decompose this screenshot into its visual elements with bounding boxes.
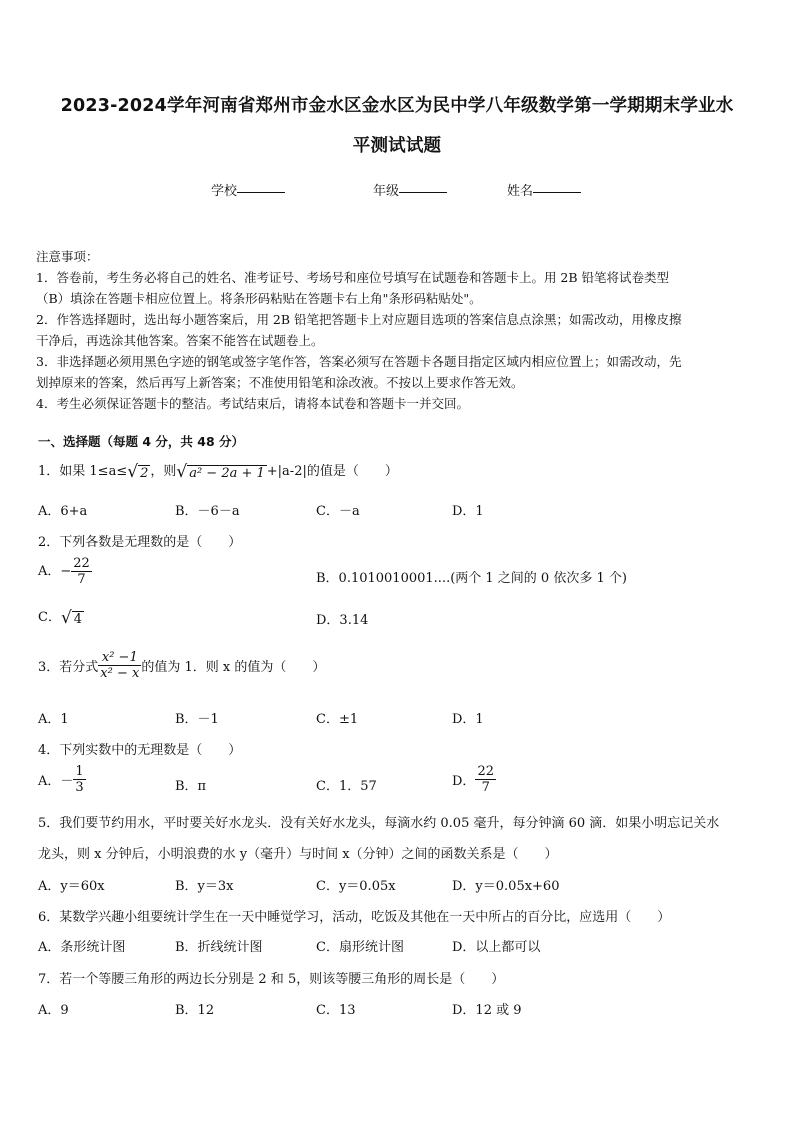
q1-text: ，则	[150, 464, 177, 479]
q6-option-a[interactable]: A．条形统计图	[38, 940, 126, 955]
q5-option-d[interactable]: D．y＝0.05x+60	[452, 879, 560, 894]
q1-text: 1．如果 1≤a≤	[38, 464, 128, 479]
notes-heading: 注意事项：	[36, 249, 99, 264]
note-line: 4．考生必须保证答题卡的整洁。考试结束后，请将本试卷和答题卡一并交回。	[36, 396, 469, 411]
title-line-2: 平测试试题	[352, 136, 442, 156]
q3-option-c[interactable]: C．±1	[316, 712, 359, 727]
q1-option-b[interactable]: B．－6－a	[175, 504, 240, 519]
q7-option-c[interactable]: C．13	[316, 1003, 356, 1018]
question-1-stem	[38, 460, 398, 482]
q4-option-a[interactable]: A．－ $\frac{1}{3}$	[38, 764, 84, 795]
fraction: $\frac{22}{7}$	[477, 764, 494, 795]
q4-option-c[interactable]: C．1．57	[316, 779, 377, 794]
name-label: 姓名	[507, 184, 534, 199]
note-line: 干净后，再选涂其他答案。答案不能答在试题卷上。	[36, 333, 324, 348]
q4-option-b[interactable]: B．π	[175, 779, 207, 794]
document-title	[30, 86, 764, 166]
question-5-line-1: 5．我们要节约用水，平时要关好水龙头．没有关好水龙头，每滴水约 0.05 毫升，每分钟滴 60 滴．如果小明忘记关水	[38, 816, 720, 831]
grade-blank[interactable]	[399, 180, 447, 193]
school-label: 学校	[211, 184, 238, 199]
q5-option-c[interactable]: C．y＝0.05x	[316, 879, 396, 894]
name-blank[interactable]	[533, 180, 581, 193]
q2-option-d[interactable]: D．3.14	[316, 613, 369, 628]
q2-option-c[interactable]: C．√ 4	[38, 607, 83, 628]
q1-text: +|a-2|的值是（ ）	[266, 464, 398, 479]
grade-field[interactable]	[373, 180, 399, 199]
question-7-stem: 7．若一个等腰三角形的两边长分别是 2 和 5，则该等腰三角形的周长是（ ）	[38, 972, 505, 987]
q6-option-b[interactable]: B．折线统计图	[175, 940, 263, 955]
q1-option-c[interactable]: C．－a	[316, 504, 360, 519]
student-info-row	[0, 180, 794, 200]
question-3-stem: 3．若分式 $\frac{\text{x² −1}}{\text{x² − x}}$ 的值为 1．则 x 的值为（ ）	[38, 650, 326, 681]
notes-block	[36, 246, 762, 414]
school-blank[interactable]	[237, 180, 285, 193]
q4-option-d[interactable]: D． $\frac{22}{7}$	[452, 764, 494, 795]
sqrt-expression: √ a² − 2a + 1	[176, 461, 265, 482]
q7-option-a[interactable]: A．9	[38, 1003, 69, 1018]
question-4-stem: 4．下列实数中的无理数是（ ）	[38, 743, 242, 758]
q3-option-a[interactable]: A．1	[38, 712, 69, 727]
school-field[interactable]	[211, 180, 237, 199]
q3-option-b[interactable]: B．－1	[175, 712, 219, 727]
q1-option-a[interactable]: A．6+a	[38, 504, 88, 519]
note-line: 1．答卷前，考生务必将自己的姓名、准考证号、考场号和座位号填写在试题卷和答题卡上。用 2B 铅笔将试卷类型	[36, 270, 670, 285]
title-line-1: 2023-2024学年河南省郑州市金水区金水区为民中学八年级数学第一学期期末学业水	[60, 96, 734, 116]
q3-option-d[interactable]: D．1	[452, 712, 484, 727]
note-line: 划掉原来的答案，然后再写上新答案；不准使用铅笔和涂改液。不按以上要求作答无效。	[36, 375, 524, 390]
sqrt-4: √ 4	[60, 607, 83, 628]
fraction: $\frac{\text{x² −1}}{\text{x² − x}}$	[100, 650, 140, 681]
q2-option-a[interactable]: A．− $\frac{22}{7}$	[38, 556, 90, 587]
q2-option-b[interactable]: B．0.1010010001....(两个 1 之间的 0 依次多 1 个)	[316, 571, 627, 586]
q5-option-b[interactable]: B．y＝3x	[175, 879, 234, 894]
q1-option-d[interactable]: D．1	[452, 504, 484, 519]
section-heading: 一、选择题（每题 4 分，共 48 分）	[38, 434, 245, 449]
q5-option-a[interactable]: A．y＝60x	[38, 879, 105, 894]
q7-option-d[interactable]: D．12 或 9	[452, 1003, 522, 1018]
grade-label: 年级	[373, 184, 400, 199]
q6-option-d[interactable]: D．以上都可以	[452, 940, 541, 955]
note-line: 3．非选择题必须用黑色字迹的钢笔或签字笔作答，答案必须写在答题卡各题目指定区域内相应位置上；如需改动，先	[36, 354, 682, 369]
fraction: $\frac{1}{3}$	[75, 764, 84, 795]
question-6-stem: 6．某数学兴趣小组要统计学生在一天中睡觉学习，活动，吃饭及其他在一天中所占的百分比，应选用（ ）	[38, 910, 671, 925]
name-field[interactable]	[507, 180, 533, 199]
note-line: 2．作答选择题时，选出每小题答案后，用 2B 铅笔把答题卡上对应题目选项的答案信息点涂黑；如需改动，用橡皮擦	[36, 312, 682, 327]
question-5-line-2: 龙头，则 x 分钟后，小明浪费的水 y（毫升）与时间 x（分钟）之间的函数关系是（ ）	[38, 847, 558, 862]
q6-option-c[interactable]: C．扇形统计图	[316, 940, 404, 955]
note-line: （B）填涂在答题卡相应位置上。将条形码粘贴在答题卡右上角"条形码粘贴处"。	[36, 291, 482, 306]
question-2-stem: 2．下列各数是无理数的是（ ）	[38, 535, 242, 550]
fraction: $\frac{22}{7}$	[73, 556, 90, 587]
q7-option-b[interactable]: B．12	[175, 1003, 215, 1018]
sqrt-2: √ 2	[127, 461, 149, 482]
